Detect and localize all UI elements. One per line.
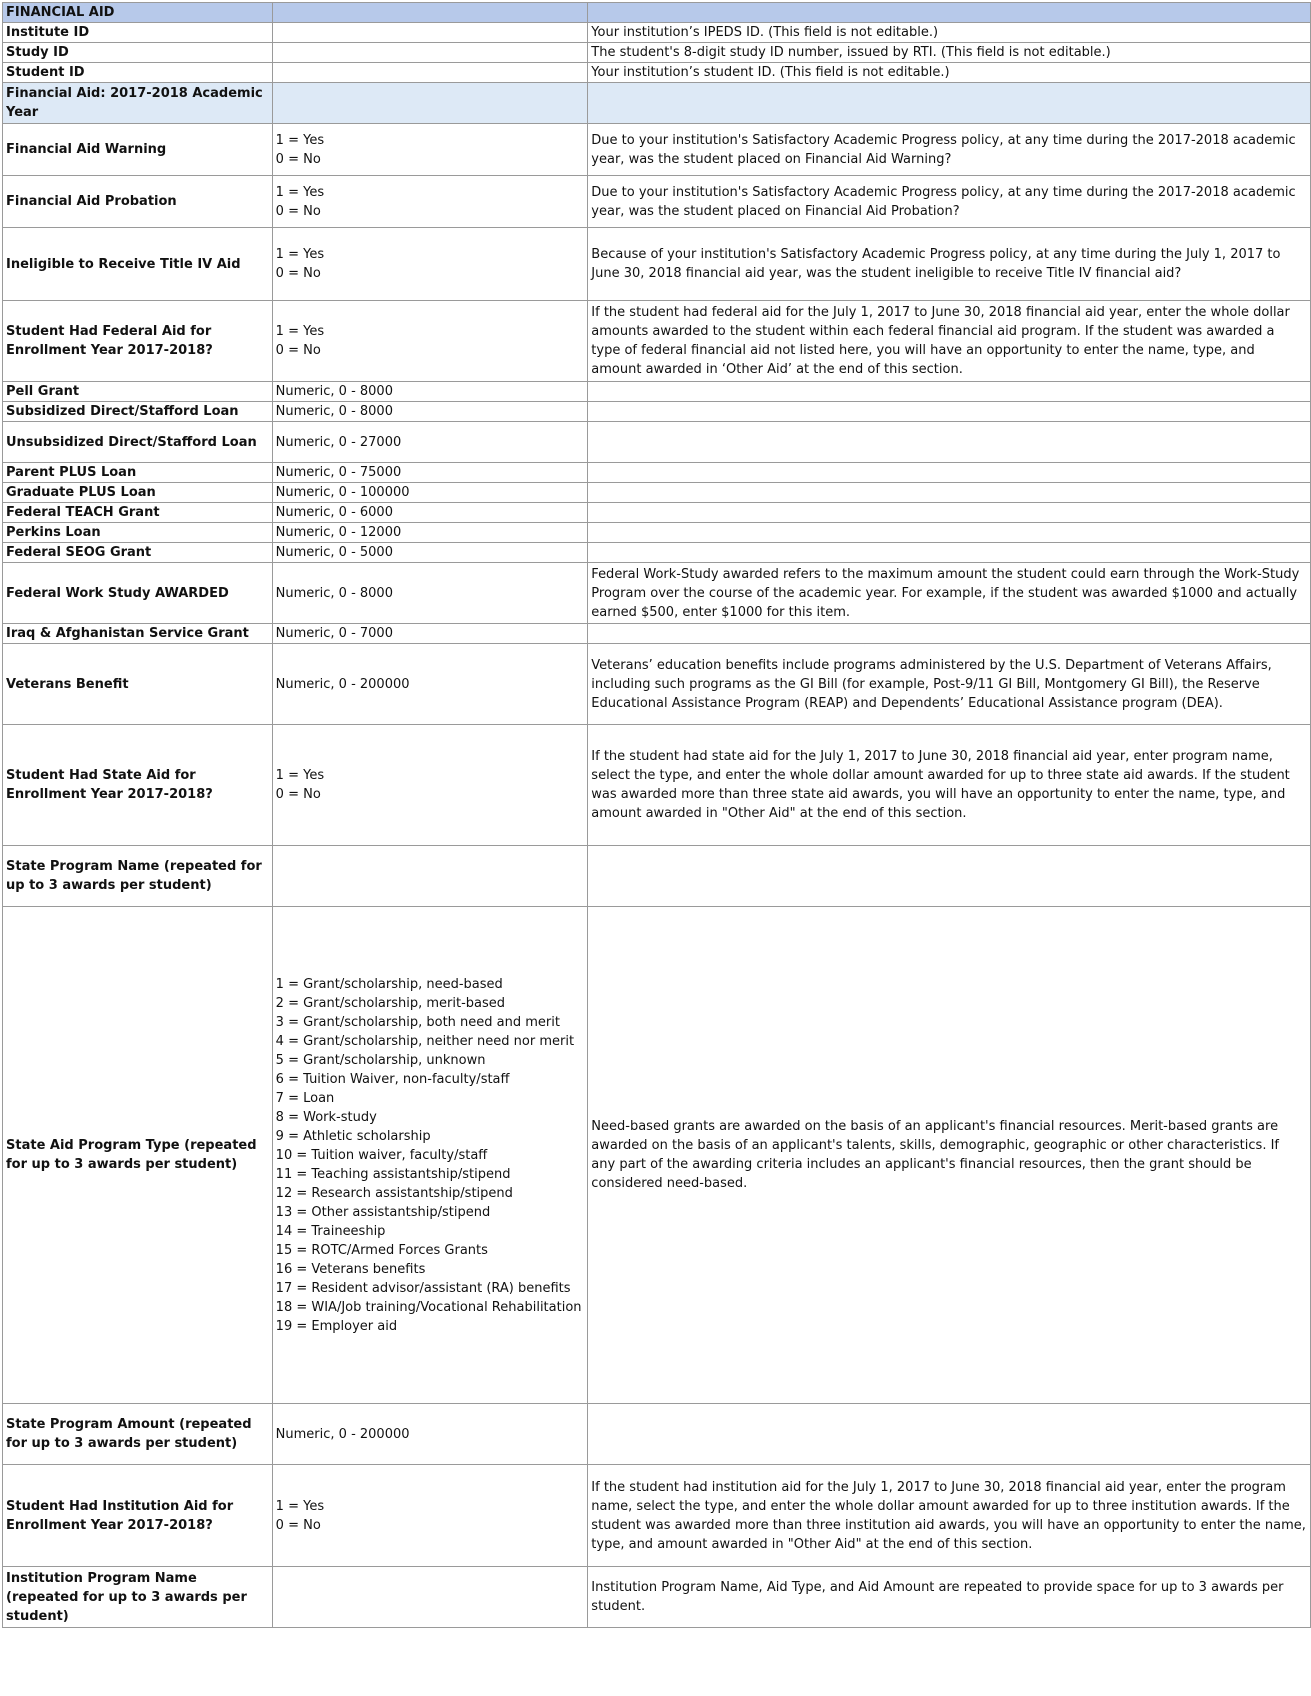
value-option: 19 = Employer aid xyxy=(275,1318,398,1334)
field-values xyxy=(272,644,588,725)
field-description: If the student had federal aid for the July 1, 2017 to June 30, 2018 financial aid year, enter the whole dollar amounts awarded to the student within each federal financial aid program. If the student was awarded a type of federal financial aid not listed here, you will have an opportunity to enter the name, type, and amount awarded in ‘Other Aid’ at the end of this section. xyxy=(588,301,1311,382)
field-label: Pell Grant xyxy=(3,382,273,402)
field-description: If the student had state aid for the July 1, 2017 to June 30, 2018 financial aid year, enter program name, select the type, and enter the whole dollar amount awarded for up to three state aid awards. If the student was awarded more than three state aid awards, you will have an opportunity to enter the name, type, and amount awarded in "Other Aid" at the end of this section. xyxy=(588,725,1311,846)
table-row xyxy=(3,43,1311,63)
field-description xyxy=(588,422,1311,463)
value-option: 10 = Tuition waiver, faculty/staff xyxy=(275,1147,488,1163)
value-option: 1 = Yes xyxy=(275,1498,325,1514)
field-description xyxy=(588,503,1311,523)
field-description: Due to your institution's Satisfactory Academic Progress policy, at any time during the 2017-2018 academic year, was the student placed on Financial Aid Probation? xyxy=(588,176,1311,228)
value-option: Numeric, 0 - 7000 xyxy=(275,626,393,641)
field-description xyxy=(588,483,1311,503)
field-values xyxy=(272,523,588,543)
value-option: Numeric, 0 - 12000 xyxy=(275,525,402,540)
field-values xyxy=(272,563,588,624)
field-label: State Program Name (repeated for up to 3 awards per student) xyxy=(3,846,273,907)
field-label: Federal Work Study AWARDED xyxy=(3,563,273,624)
field-description xyxy=(588,543,1311,563)
value-option: 1 = Yes xyxy=(275,184,325,200)
field-label: Unsubsidized Direct/Stafford Loan xyxy=(3,422,273,463)
field-label: Perkins Loan xyxy=(3,523,273,543)
table-row xyxy=(3,124,1311,176)
field-values xyxy=(272,543,588,563)
field-description xyxy=(588,1404,1311,1465)
table-row xyxy=(3,422,1311,463)
value-option: 16 = Veterans benefits xyxy=(275,1261,426,1277)
table-row xyxy=(3,563,1311,624)
field-label: Institute ID xyxy=(3,23,273,43)
table-row xyxy=(3,624,1311,644)
table-row xyxy=(3,725,1311,846)
value-option: 7 = Loan xyxy=(275,1090,335,1106)
value-option: Numeric, 0 - 75000 xyxy=(275,465,402,480)
value-option: Numeric, 0 - 8000 xyxy=(275,585,393,601)
value-option: 0 = No xyxy=(275,266,321,281)
table-row xyxy=(3,523,1311,543)
table-row xyxy=(3,644,1311,725)
header-title: FINANCIAL AID xyxy=(3,3,273,23)
field-description: The student's 8-digit study ID number, issued by RTI. (This field is not editable.) xyxy=(588,43,1311,63)
value-option: Numeric, 0 - 8000 xyxy=(275,384,393,399)
field-label: Parent PLUS Loan xyxy=(3,463,273,483)
header-empty-cell xyxy=(588,3,1311,23)
field-label: Financial Aid Warning xyxy=(3,124,273,176)
table-body xyxy=(3,23,1311,1628)
field-values xyxy=(272,503,588,523)
field-description: Veterans’ education benefits include programs administered by the U.S. Department of Veterans Affairs, including such programs as the GI Bill (for example, Post-9/11 GI Bill, Montgomery GI Bill), the Reserve Educational Assistance Program (REAP) and Dependents’ Educational Assistance program (DEA). xyxy=(588,644,1311,725)
field-values xyxy=(272,83,588,124)
field-values xyxy=(272,23,588,43)
header-empty-cell xyxy=(272,3,588,23)
financial-aid-table xyxy=(2,2,1311,1628)
field-values xyxy=(272,846,588,907)
table-row xyxy=(3,63,1311,83)
value-option: Numeric, 0 - 6000 xyxy=(275,505,393,520)
table-row xyxy=(3,846,1311,907)
table-row xyxy=(3,382,1311,402)
field-label: Subsidized Direct/Stafford Loan xyxy=(3,402,273,422)
field-values xyxy=(272,382,588,402)
field-label: Federal TEACH Grant xyxy=(3,503,273,523)
value-option: 0 = No xyxy=(275,343,321,358)
field-description xyxy=(588,402,1311,422)
value-option: 1 = Grant/scholarship, need-based xyxy=(275,976,503,992)
field-values xyxy=(272,463,588,483)
value-option: 8 = Work-study xyxy=(275,1109,377,1125)
field-values xyxy=(272,907,588,1404)
value-option: 14 = Traineeship xyxy=(275,1223,386,1239)
field-description: Institution Program Name, Aid Type, and Aid Amount are repeated to provide space for up to 3 awards per student. xyxy=(588,1567,1311,1628)
field-label: Student Had Federal Aid for Enrollment Year 2017-2018? xyxy=(3,301,273,382)
field-label: State Program Amount (repeated for up to 3 awards per student) xyxy=(3,1404,273,1465)
table-row xyxy=(3,907,1311,1404)
table-row xyxy=(3,1567,1311,1628)
field-values xyxy=(272,1465,588,1567)
field-values xyxy=(272,725,588,846)
table-row xyxy=(3,503,1311,523)
field-label: Federal SEOG Grant xyxy=(3,543,273,563)
field-label: Ineligible to Receive Title IV Aid xyxy=(3,228,273,301)
field-values xyxy=(272,1567,588,1628)
field-values xyxy=(272,63,588,83)
field-values xyxy=(272,176,588,228)
table-row xyxy=(3,1465,1311,1567)
field-description: If the student had institution aid for the July 1, 2017 to June 30, 2018 financial aid year, enter the program name, select the type, and enter the whole dollar amount awarded for up to three institution awards. If the student was awarded more than three institution aid awards, you will have an opportunity to enter the name, type, and amount awarded in "Other Aid" at the end of this section. xyxy=(588,1465,1311,1567)
field-label: Iraq & Afghanistan Service Grant xyxy=(3,624,273,644)
field-description: Your institution’s student ID. (This field is not editable.) xyxy=(588,63,1311,83)
value-option: 1 = Yes xyxy=(275,247,325,262)
value-option: Numeric, 0 - 5000 xyxy=(275,545,393,560)
field-values xyxy=(272,422,588,463)
field-label: Student ID xyxy=(3,63,273,83)
value-option: 6 = Tuition Waiver, non-faculty/staff xyxy=(275,1071,510,1087)
value-option: 0 = No xyxy=(275,1517,321,1533)
field-label: Financial Aid Probation xyxy=(3,176,273,228)
value-option: 11 = Teaching assistantship/stipend xyxy=(275,1166,511,1182)
table-row xyxy=(3,483,1311,503)
field-label: Graduate PLUS Loan xyxy=(3,483,273,503)
header-row xyxy=(3,3,1311,23)
field-description xyxy=(588,463,1311,483)
field-values xyxy=(272,301,588,382)
field-values xyxy=(272,483,588,503)
value-option: 18 = WIA/Job training/Vocational Rehabilitation xyxy=(275,1299,582,1315)
field-label: Institution Program Name (repeated for up to 3 awards per student) xyxy=(3,1567,273,1628)
value-option: 1 = Yes xyxy=(275,324,325,339)
field-description xyxy=(588,382,1311,402)
field-description: Due to your institution's Satisfactory Academic Progress policy, at any time during the 2017-2018 academic year, was the student placed on Financial Aid Warning? xyxy=(588,124,1311,176)
value-option: 2 = Grant/scholarship, merit-based xyxy=(275,995,506,1011)
value-option: 9 = Athletic scholarship xyxy=(275,1128,431,1144)
value-option: 1 = Yes xyxy=(275,132,325,148)
value-option: Numeric, 0 - 8000 xyxy=(275,404,393,419)
field-values xyxy=(272,228,588,301)
field-values xyxy=(272,43,588,63)
value-option: 13 = Other assistantship/stipend xyxy=(275,1204,491,1220)
value-option: Numeric, 0 - 100000 xyxy=(275,485,410,500)
table-row xyxy=(3,402,1311,422)
field-label: Student Had State Aid for Enrollment Year 2017-2018? xyxy=(3,725,273,846)
value-option: 3 = Grant/scholarship, both need and merit xyxy=(275,1014,560,1030)
field-values xyxy=(272,1404,588,1465)
field-description: Need-based grants are awarded on the basis of an applicant's financial resources. Merit-based grants are awarded on the basis of an applicant's talents, skills, demographic, geographic or other characteristics. If any part of the awarding criteria includes an applicant's financial resources, then the grant should be considered need-based. xyxy=(588,907,1311,1404)
field-label: Student Had Institution Aid for Enrollment Year 2017-2018? xyxy=(3,1465,273,1567)
value-option: 0 = No xyxy=(275,151,321,167)
field-description xyxy=(588,846,1311,907)
value-option: 0 = No xyxy=(275,203,321,219)
value-option: Numeric, 0 - 27000 xyxy=(275,434,402,450)
value-option: 12 = Research assistantship/stipend xyxy=(275,1185,513,1201)
field-description: Federal Work-Study awarded refers to the maximum amount the student could earn through the Work-Study Program over the course of the academic year. For example, if the student was awarded $1000 and actually earned $500, enter $1000 for this item. xyxy=(588,563,1311,624)
field-description xyxy=(588,624,1311,644)
field-label: Veterans Benefit xyxy=(3,644,273,725)
table-row xyxy=(3,228,1311,301)
table-row xyxy=(3,23,1311,43)
value-option: Numeric, 0 - 200000 xyxy=(275,676,410,692)
table-row xyxy=(3,83,1311,124)
field-description xyxy=(588,523,1311,543)
value-option: 15 = ROTC/Armed Forces Grants xyxy=(275,1242,488,1258)
field-values xyxy=(272,624,588,644)
field-label: Financial Aid: 2017-2018 Academic Year xyxy=(3,83,273,124)
field-values xyxy=(272,402,588,422)
table-row xyxy=(3,176,1311,228)
value-option: 4 = Grant/scholarship, neither need nor merit xyxy=(275,1033,575,1049)
value-option: 1 = Yes xyxy=(275,768,325,783)
value-option: 17 = Resident advisor/assistant (RA) benefits xyxy=(275,1280,571,1296)
field-description xyxy=(588,83,1311,124)
field-values xyxy=(272,124,588,176)
table-row xyxy=(3,1404,1311,1465)
field-label: State Aid Program Type (repeated for up to 3 awards per student) xyxy=(3,907,273,1404)
table-row xyxy=(3,301,1311,382)
field-description: Your institution’s IPEDS ID. (This field is not editable.) xyxy=(588,23,1311,43)
value-option: Numeric, 0 - 200000 xyxy=(275,1426,410,1442)
table-row xyxy=(3,543,1311,563)
field-label: Study ID xyxy=(3,43,273,63)
value-option: 0 = No xyxy=(275,787,321,802)
table-row xyxy=(3,463,1311,483)
field-description: Because of your institution's Satisfactory Academic Progress policy, at any time during the July 1, 2017 to June 30, 2018 financial aid year, was the student ineligible to receive Title IV financial aid? xyxy=(588,228,1311,301)
value-option: 5 = Grant/scholarship, unknown xyxy=(275,1052,486,1068)
